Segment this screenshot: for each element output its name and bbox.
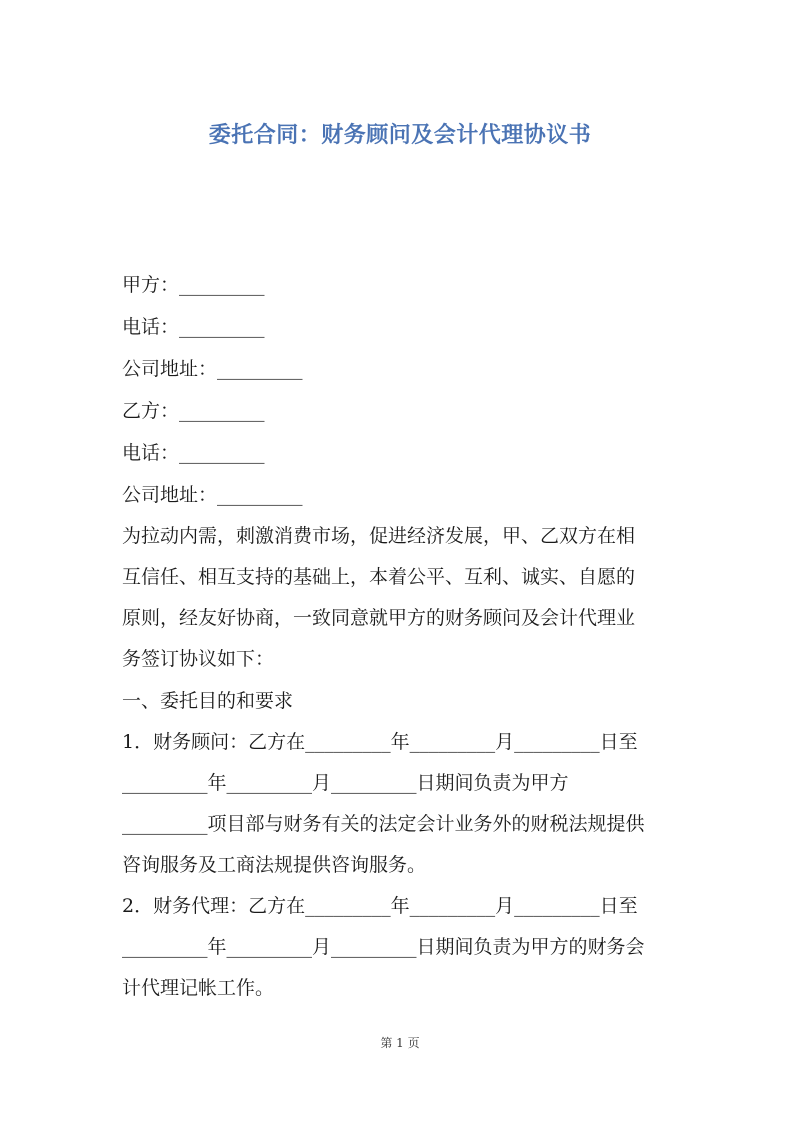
field-address-b: 公司地址：_________ [122, 484, 303, 506]
clause-1-line: 咨询服务及工商法规提供咨询服务。 [122, 854, 427, 876]
document-body [122, 264, 682, 1009]
page-number: 第 1 页 [380, 1036, 420, 1050]
field-party-a: 甲方：_________ [122, 274, 265, 296]
clause-2-line: 2．财务代理：乙方在_________年_________月_________日至 [122, 895, 638, 917]
field-party-b: 乙方：_________ [122, 400, 265, 422]
clause-1-paragraph [122, 722, 682, 886]
field-phone-a: 电话：_________ [122, 316, 265, 338]
document-title: 委托合同：财务顾问及会计代理协议书 [208, 123, 592, 148]
clause-1-line: _________年_________月_________日期间负责为甲方 [122, 772, 569, 794]
clause-2-paragraph [122, 886, 682, 1009]
intro-line: 互信任、相互支持的基础上，本着公平、互利、诚实、自愿的 [122, 566, 636, 588]
intro-line: 为拉动内需，刺激消费市场，促进经济发展，甲、乙双方在相 [122, 525, 636, 547]
clause-1-line: 1．财务顾问：乙方在_________年_________月_________日至 [122, 731, 638, 753]
intro-line: 务签订协议如下： [122, 648, 275, 670]
field-phone-b: 电话：_________ [122, 442, 265, 464]
clause-2-line: 计代理记帐工作。 [122, 977, 275, 999]
field-address-a: 公司地址：_________ [122, 358, 303, 380]
intro-paragraph [122, 516, 682, 680]
intro-line: 原则，经友好协商，一致同意就甲方的财务顾问及会计代理业 [122, 607, 636, 629]
section-heading: 一、委托目的和要求 [122, 690, 294, 712]
clause-1-line: _________项目部与财务有关的法定会计业务外的财税法规提供 [122, 813, 645, 835]
clause-2-line: _________年_________月_________日期间负责为甲方的财务会 [122, 936, 645, 958]
